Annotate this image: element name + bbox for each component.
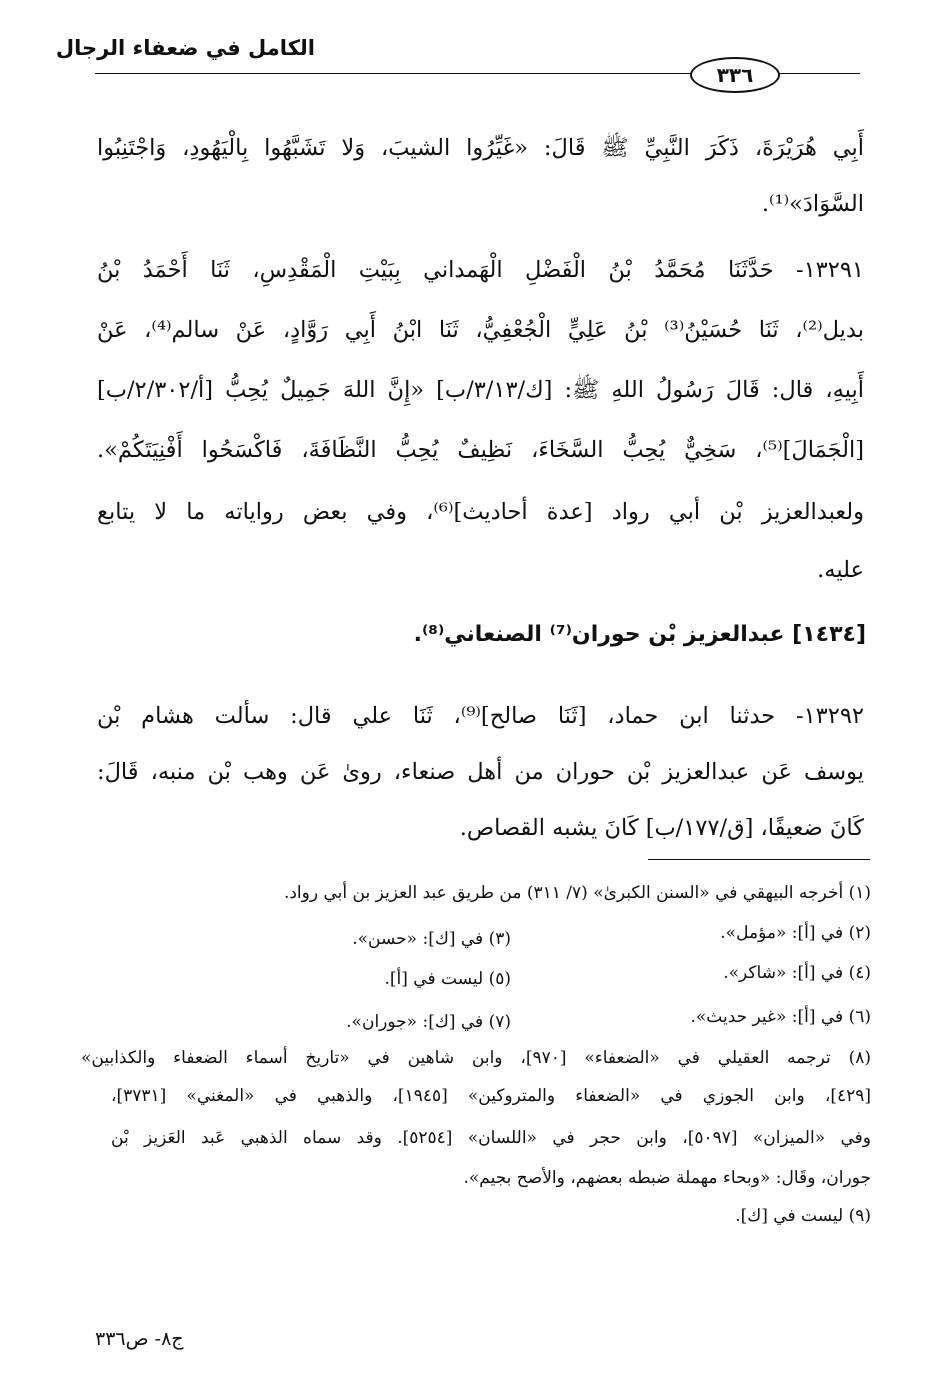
text-line: أَبِي هُرَيْرَةَ، ذَكَرَ النَّبِيِّ ﷺ قَالَ: «غَيِّرُوا الشيبَ، وَلا تَشَبَّهُوا بِالْيَهُودِ، وَاجْتَنِبُوا [97,135,864,161]
footnote: (٨) ترجمه العقيلي في «الضعفاء» [٩٧٠]، وابن شاهين في «تاريخ أسماء الضعفاء والكذابين» [81,1048,871,1068]
footnote: (٩) ليست في [ك]. [735,1206,871,1226]
text-line: ولعبدالعزيز بْن أبي رواد [عدة أحاديث]⁽⁶⁾، وفي بعض رواياته ما لا يتابع [97,499,864,525]
page-number: ٣٣٦ [690,57,780,93]
footnote: (٢) في [أ]: «مؤمل». [720,923,871,943]
footnote: (٧) في [ك]: «جوران». [346,1012,511,1032]
text-line: أَبِيهِ، قال: قَالَ رَسُولُ اللهِ ﷺ: [ك/٣/١٣/ب] «إِنَّ اللهَ جَمِيلٌ يُحِبُّ [أ/٢/٣٠٢/ب] [97,377,864,403]
text-line: السَّوَادَ»⁽¹⁾. [761,191,864,217]
text-line: كَانَ ضعيفًا، [ق/١٧٧/ب] كَانَ يشبه القصاص. [459,815,864,841]
footnote: وفي «الميزان» [٥٠٩٧]، وابن حجر في «اللسان» [٥٢٥٤]. وقد سماه الذهبي عَبد العَزيز بْن [111,1128,871,1148]
text-line: يوسف عَن عبدالعزيز بْن حوران من أهل صنعاء، روىٰ عَن وهب بْن منبه، قَالَ: [97,759,864,785]
footnote: (٤) في [أ]: «شاكر». [723,963,871,983]
footnote: (٥) ليست في [أ]. [384,969,511,989]
footnote: (٦) في [أ]: «غير حديث». [690,1007,871,1027]
text-line: [الْجَمَالَ]⁽⁵⁾، سَخِيٌّ يُحِبُّ السَّخَاءَ، نَظِيفٌ يُحِبُّ النَّظَافَةَ، فَاكْسَحُوا أَفْنِيَتَكُمْ». [97,437,864,463]
entry-heading: [١٤٣٤] عبدالعزيز بْن حوران⁽⁷⁾ الصنعاني⁽⁸⁾. [413,622,866,647]
footnote: [٤٢٩]، وابن الجوزي في «الضعفاء والمتروكين» [١٩٤٥]، والذهبي في «المغني» [٣٧٣١]، [111,1086,871,1106]
text-line: ١٣٢٩٢- حدثنا ابن حماد، [ثَنَا صالح]⁽⁹⁾، ثَنَا علي قال: سألت هشام بْن [97,703,865,729]
text-line: ١٣٢٩١- حَدَّثَنَا مُحَمَّدُ بْنُ الْفَضْلِ الْهَمداني بِبَيْتِ الْمَقْدِسِ، ثَنَا أَحْمَدُ بْنُ [97,257,864,283]
footnote: (١) أخرجه البيهقي في «السنن الكبرىٰ» (٧/ ٣١١) من طريق عبد العزيز بن أبي رواد. [283,883,871,903]
footnote-rule [648,859,870,860]
text-line: بديل⁽²⁾، ثَنَا حُسَيْنُ⁽³⁾ بْنُ عَلِيٍّ الْجُعْفِيُّ، ثَنَا ابْنُ أَبِي رَوَّادٍ، عَنْ سالم⁽⁴⁾، عَنْ [97,317,864,343]
text-line: عليه. [817,557,864,583]
footnote: جوران، وقَال: «وبحاء مهملة ضبطه بعضهم، والأصح بجيم». [463,1168,871,1188]
footnote: (٣) في [ك]: «حسن». [352,929,511,949]
running-title: الكامل في ضعفاء الرجال [55,36,315,60]
volume-page-ref: ج٨- ص٣٣٦ [95,1328,184,1350]
